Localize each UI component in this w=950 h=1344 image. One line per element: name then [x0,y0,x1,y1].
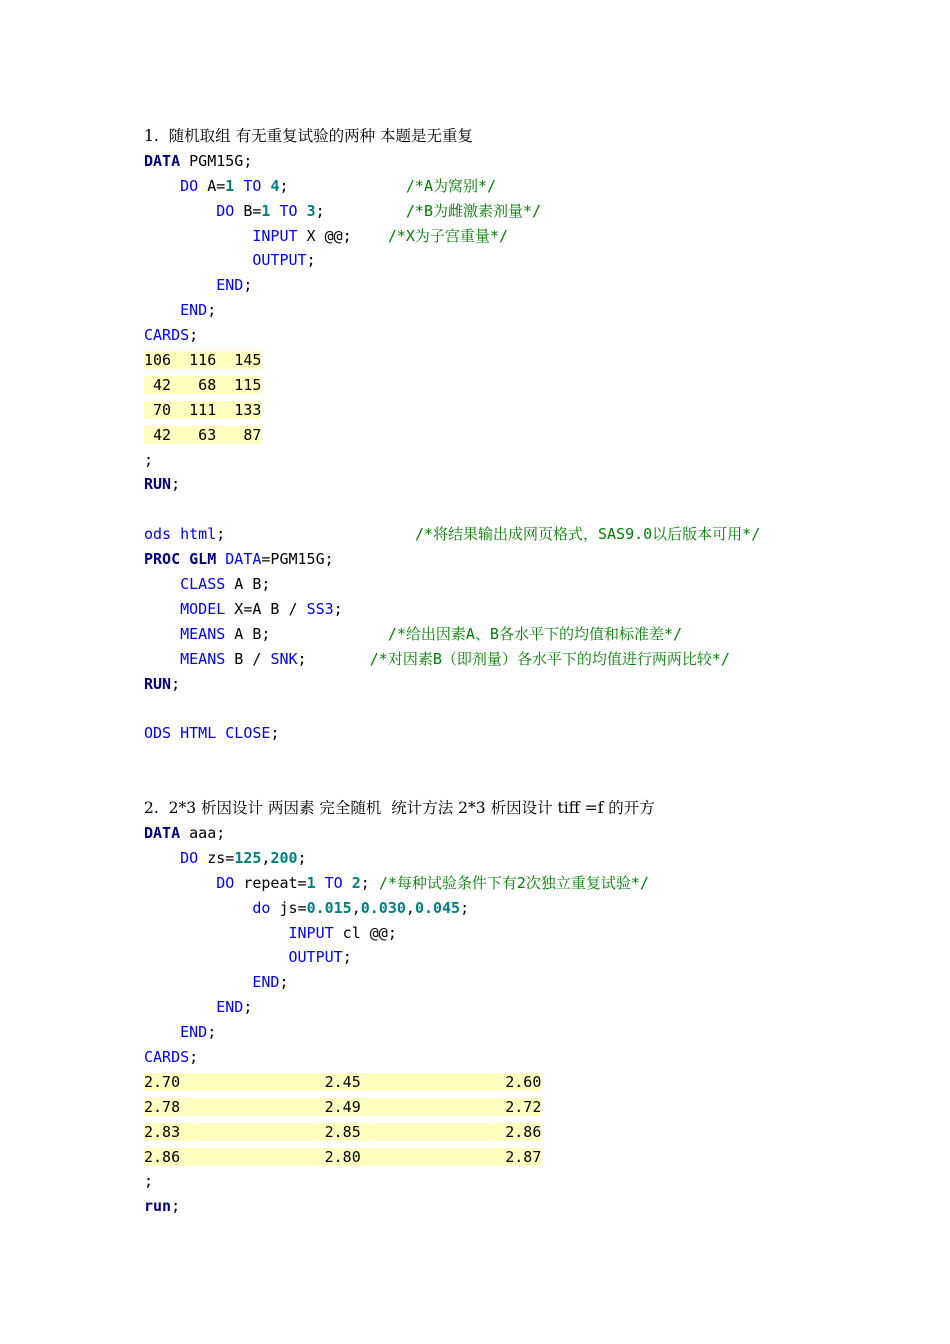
code-line: CARDS; [144,326,199,345]
code-line: MEANS A B; /*给出因素A、B各水平下的均值和标准差*/ [180,624,683,643]
code-line: END; [216,998,253,1017]
code-comment: /*B为雌激素剂量*/ [405,201,542,220]
code-line: DATA PGM15G; [144,151,253,170]
code-line: ; [144,450,154,469]
code-comment: /*将结果输出成网页格式，SAS9.0以后版本可用*/ [414,525,761,544]
code-line: INPUT cl @@; [288,923,397,942]
section1-heading: 1. 随机取组 有无重复试验的两种 本题是无重复 [144,127,473,145]
code-line: END; [180,301,217,320]
data-row: 2.70 2.45 2.60 [144,1072,542,1091]
data-row: 42 63 87 [144,425,262,444]
code-line: run; [144,1197,181,1216]
code-comment: /*X为子宫重量*/ [387,226,508,245]
code-comment: /*每种试验条件下有2次独立重复试验*/ [378,873,649,892]
data-row: 70 111 133 [144,400,262,419]
code-comment: /*给出因素A、B各水平下的均值和标准差*/ [387,624,683,643]
code-line: OUTPUT; [288,948,352,967]
code-line: DO B=1 TO 3; /*B为雌激素剂量*/ [216,201,542,220]
code-line: END; [180,1023,217,1042]
code-line: DATA aaa; [144,823,226,842]
code-line: PROC GLM DATA=PGM15G; [144,550,334,569]
data-row: 42 68 115 [144,375,262,394]
code-line: DO zs=125,200; [180,848,307,867]
code-line: RUN; [144,475,181,494]
code-line: RUN; [144,674,181,693]
code-line: CARDS; [144,1047,199,1066]
code-comment: /*A为窝别*/ [405,176,497,195]
code-line: OUTPUT; [252,251,316,270]
data-row: 2.83 2.85 2.86 [144,1122,542,1141]
data-row: 106 116 145 [144,351,262,370]
data-row: 2.78 2.49 2.72 [144,1097,542,1116]
code-line: END; [216,276,253,295]
code-line: MEANS B / SNK; /*对因素B（即剂量）各水平下的均值进行两两比较*/ [180,649,730,668]
document [144,124,844,1219]
section2-heading: 2. 2*3 析因设计 两因素 完全随机 统计方法 2*3 析因设计 tiff =f 的开方 [144,799,655,818]
code-line: INPUT X @@; /*X为子宫重量*/ [252,226,508,245]
code-comment: /*对因素B（即剂量）各水平下的均值进行两两比较*/ [369,649,730,668]
code-line: END; [252,973,289,992]
code-line: ods html; /*将结果输出成网页格式，SAS9.0以后版本可用*/ [144,525,761,544]
code-line: ; [144,1172,154,1191]
code-line: DO repeat=1 TO 2; /*每种试验条件下有2次独立重复试验*/ [216,873,649,892]
code-line: DO A=1 TO 4; /*A为窝别*/ [180,176,497,195]
code-line: CLASS A B; [180,575,271,594]
code-line: do js=0.015,0.030,0.045; [252,898,470,917]
code-line: MODEL X=A B / SS3; [180,599,343,618]
code-line: ODS HTML CLOSE; [144,724,280,743]
data-row: 2.86 2.80 2.87 [144,1147,542,1166]
